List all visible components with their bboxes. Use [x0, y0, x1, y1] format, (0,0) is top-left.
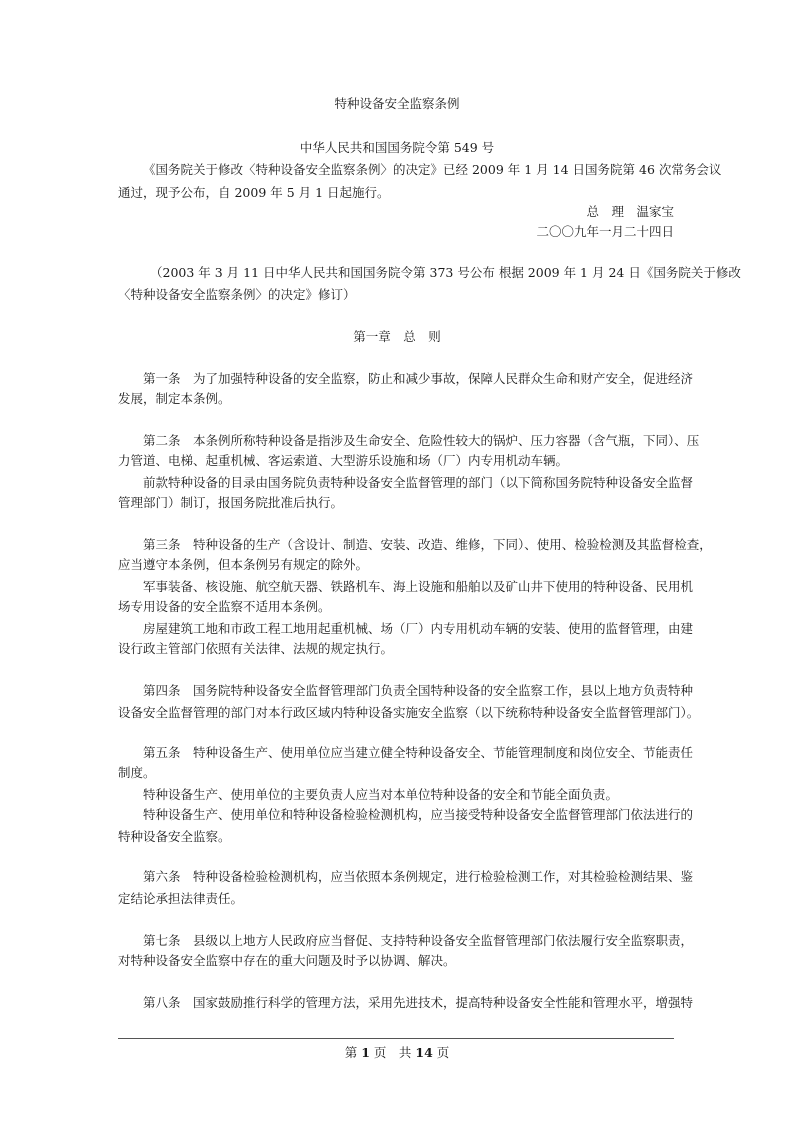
- article-5-paragraph: 特种设备生产、使用单位和特种设备检验检测机构，应当接受特种设备安全监督管理部门依法进行的: [143, 807, 694, 822]
- decree-number: 中华人民共和国国务院令第 549 号: [299, 140, 495, 155]
- footer-suffix: 页: [436, 1045, 450, 1060]
- article-3-paragraph: 设行政主管部门依照有关法律、法规的规定执行。: [118, 641, 394, 656]
- premier-signature: 总 理 温家宝: [586, 204, 674, 219]
- announcement-line: 通过，现予公布，自 2009 年 5 月 1 日起施行。: [118, 185, 390, 200]
- current-page-number: 1: [361, 1045, 370, 1060]
- total-pages-number: 14: [415, 1045, 433, 1060]
- footer-mid: 页 共: [373, 1045, 412, 1060]
- article-2-paragraph: 管理部门）制订，报国务院批准后执行。: [118, 495, 344, 510]
- article-5: 制度。: [118, 765, 156, 780]
- article-1: 发展，制定本条例。: [118, 391, 231, 406]
- document-title: 特种设备安全监察条例: [334, 96, 460, 111]
- article-6: 定结论承担法律责任。: [118, 891, 244, 906]
- article-3: 第三条 特种设备的生产（含设计、制造、安装、改造、维修，下同）、使用、检验检测及其监督检查，: [143, 537, 712, 552]
- article-3-paragraph: 房屋建筑工地和市政工程工地用起重机械、场（厂）内专用机动车辆的安装、使用的监督管理，由建: [143, 621, 694, 636]
- article-4: 第四条 国务院特种设备安全监督管理部门负责全国特种设备的安全监察工作，县以上地方负责特种: [143, 683, 694, 698]
- article-7: 第七条 县级以上地方人民政府应当督促、支持特种设备安全监督管理部门依法履行安全监察职责，: [143, 933, 694, 948]
- article-6: 第六条 特种设备检验检测机构，应当依照本条例规定，进行检验检测工作，对其检验检测结果、鉴: [143, 869, 694, 884]
- article-7: 对特种设备安全监察中存在的重大问题及时予以协调、解决。: [118, 953, 456, 968]
- revision-note: 〈特种设备安全监察条例〉的决定》修订）: [118, 287, 356, 302]
- footer-prefix: 第: [344, 1045, 358, 1060]
- article-2: 第二条 本条例所称特种设备是指涉及生命安全、危险性较大的锅炉、压力容器（含气瓶，下同）、压: [143, 433, 700, 448]
- article-3: 应当遵守本条例，但本条例另有规定的除外。: [118, 557, 369, 572]
- article-1: 第一条 为了加强特种设备的安全监察，防止和减少事故，保障人民群众生命和财产安全，促进经济: [143, 371, 694, 386]
- signature-date: 二〇〇九年一月二十四日: [536, 224, 674, 239]
- page-footer: [0, 1043, 794, 1061]
- announcement-line: 《国务院关于修改〈特种设备安全监察条例〉的决定》已经 2009 年 1 月 14 日国务院第 46 次常务会议: [143, 162, 722, 177]
- article-5: 第五条 特种设备生产、使用单位应当建立健全特种设备安全、节能管理制度和岗位安全、节能责任: [143, 745, 694, 760]
- chapter-heading: 第一章 总 则: [353, 329, 441, 344]
- footer-divider: [118, 1038, 674, 1039]
- article-2-paragraph: 前款特种设备的目录由国务院负责特种设备安全监督管理的部门（以下简称国务院特种设备安全监督: [143, 475, 694, 490]
- article-4: 设备安全监督管理的部门对本行政区域内特种设备实施安全监察（以下统称特种设备安全监督管理部门）。: [118, 705, 700, 720]
- article-5-paragraph: 特种设备生产、使用单位的主要负责人应当对本单位特种设备的安全和节能全面负责。: [143, 787, 619, 802]
- article-8: 第八条 国家鼓励推行科学的管理方法，采用先进技术，提高特种设备安全性能和管理水平，增强特: [143, 995, 694, 1010]
- revision-note: （2003 年 3 月 11 日中华人民共和国国务院令第 373 号公布 根据 2009 年 1 月 24 日《国务院关于修改: [150, 265, 741, 280]
- article-3-paragraph: 军事装备、核设施、航空航天器、铁路机车、海上设施和船舶以及矿山井下使用的特种设备、民用机: [143, 579, 694, 594]
- article-2: 力管道、电梯、起重机械、客运索道、大型游乐设施和场（厂）内专用机动车辆。: [118, 453, 569, 468]
- article-3-paragraph: 场专用设备的安全监察不适用本条例。: [118, 599, 331, 614]
- article-5-paragraph: 特种设备安全监察。: [118, 829, 231, 844]
